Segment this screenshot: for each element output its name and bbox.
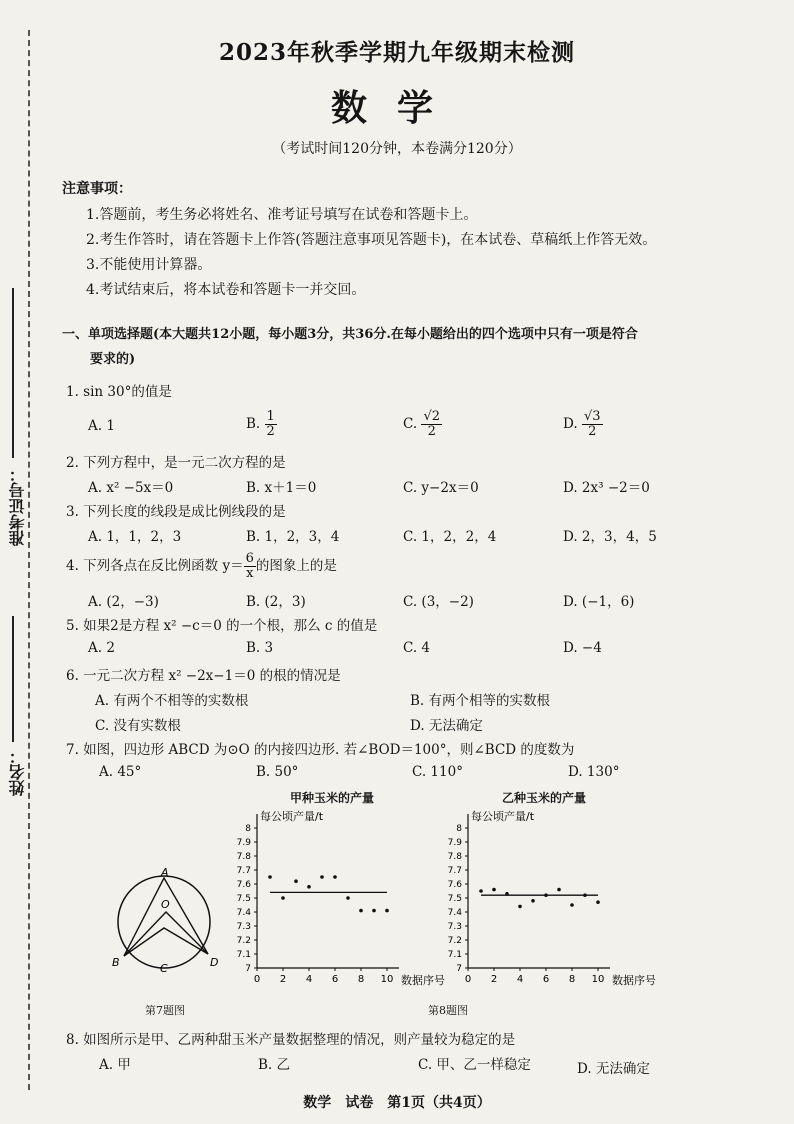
q3-option-a[interactable]: A. 1，1，2，3: [88, 529, 182, 545]
q3-option-c[interactable]: C. 1，2，2，4: [403, 529, 497, 545]
q7-option-d[interactable]: D. 130°: [568, 764, 620, 780]
numerator: 6: [245, 551, 254, 566]
chart-title-jia: 甲种玉米的产量: [290, 791, 375, 805]
data-point: [294, 879, 298, 883]
q7-circle-figure: [110, 866, 230, 978]
data-point: [557, 888, 561, 892]
numerator: √2: [423, 409, 440, 424]
q1-option-b[interactable]: [246, 410, 277, 439]
q6-option-c[interactable]: C. 没有实数根: [95, 718, 181, 734]
q6-stem: 6. 一元二次方程 x² −2x−1＝0 的根的情况是: [66, 668, 341, 684]
data-point: [307, 885, 311, 889]
q1-d-label: D.: [563, 416, 578, 432]
q5-option-b[interactable]: B. 3: [246, 640, 274, 656]
x-tick-label: 2: [490, 974, 498, 985]
x-tick-label: 0: [464, 974, 472, 985]
y-tick-label: 7.8: [447, 852, 462, 862]
q1-option-c[interactable]: [403, 410, 442, 439]
x-tick-label: 8: [357, 974, 365, 985]
q1-c-fraction: [421, 410, 442, 439]
exam-title: 2023年秋季学期九年级期末检测: [218, 39, 575, 66]
data-point: [320, 875, 324, 879]
y-tick-label: 7.7: [236, 866, 251, 876]
y-tick-label: 7.9: [447, 838, 462, 848]
q1-option-a[interactable]: A. 1: [88, 418, 115, 434]
data-point: [479, 889, 483, 893]
chart-jia: [225, 808, 445, 994]
q1-stem: 1. sin 30°的值是: [66, 384, 172, 400]
y-tick-label: 8: [456, 824, 462, 834]
x-tick-label: 6: [542, 974, 550, 985]
q7-option-c[interactable]: C. 110°: [412, 764, 463, 780]
x-tick-label: 0: [253, 974, 261, 985]
q8-figure-caption: 第8题图: [428, 1004, 468, 1017]
q4-option-d[interactable]: D. (−1，6): [563, 594, 635, 610]
x-axis-label: 数据序号: [612, 974, 656, 987]
q1-option-d[interactable]: [563, 410, 603, 439]
x-tick-label: 6: [331, 974, 339, 985]
q4-stem-pre: 4. 下列各点在反比例函数 y＝: [66, 558, 244, 574]
numerator: √3: [583, 409, 601, 424]
y-tick-label: 8: [245, 824, 251, 834]
chart-title-yi: 乙种玉米的产量: [502, 791, 587, 805]
circle-o: [118, 876, 210, 968]
y-tick-label: 7.4: [236, 908, 251, 918]
data-point: [570, 903, 574, 907]
q2-option-b[interactable]: B. x＋1＝0: [246, 480, 317, 496]
y-tick-label: 7.2: [236, 936, 251, 946]
data-point: [596, 900, 600, 904]
y-tick-label: 7.5: [447, 894, 462, 904]
data-point: [333, 875, 337, 879]
note-item: 3.不能使用计算器。: [86, 257, 212, 273]
data-point: [268, 875, 272, 879]
y-tick-label: 7.1: [236, 950, 251, 960]
numerator: 1: [266, 409, 275, 424]
y-tick-label: 7.4: [447, 908, 462, 918]
q3-stem: 3. 下列长度的线段是成比例线段的是: [66, 504, 286, 520]
binding-margin: [0, 0, 62, 1124]
q3-option-d[interactable]: D. 2，3，4，5: [563, 529, 657, 545]
denominator: x: [246, 566, 254, 581]
q5-option-d[interactable]: D. −4: [563, 640, 602, 656]
subject-title: 数学: [330, 88, 463, 129]
exam-id-label: 准考证号：: [8, 466, 27, 546]
x-axis-label: 数据序号: [401, 974, 445, 987]
data-point: [544, 893, 548, 897]
q4-stem: [66, 552, 337, 581]
chords-ab-ad: [124, 878, 208, 956]
q2-option-c[interactable]: C. y−2x＝0: [403, 480, 479, 496]
y-tick-label: 7.9: [236, 838, 251, 848]
q8-stem: 8. 如图所示是甲、乙两种甜玉米产量数据整理的情况，则产量较为稳定的是: [66, 1032, 516, 1048]
q4-fraction: [244, 552, 256, 581]
data-point: [359, 909, 363, 913]
q7-option-b[interactable]: B. 50°: [256, 764, 299, 780]
data-point: [505, 892, 509, 896]
q1-b-label: B.: [246, 416, 261, 432]
q7-figure-caption: 第7题图: [145, 1004, 185, 1017]
name-label: 姓名：: [8, 748, 27, 796]
section-line2: 要求的): [90, 352, 136, 367]
x-tick-label: 8: [568, 974, 576, 985]
q2-option-d[interactable]: D. 2x³ −2＝0: [563, 480, 650, 496]
denominator: 2: [266, 424, 275, 439]
data-point: [372, 909, 376, 913]
q2-stem: 2. 下列方程中，是一元二次方程的是: [66, 455, 286, 471]
y-tick-label: 7.3: [447, 922, 462, 932]
x-tick-label: 10: [591, 974, 605, 985]
q6-option-a[interactable]: A. 有两个不相等的实数根: [95, 693, 249, 709]
x-tick-label: 10: [380, 974, 394, 985]
q5-stem: 5. 如果2是方程 x² −c＝0 的一个根，那么 c 的值是: [66, 618, 378, 634]
data-point: [346, 896, 350, 900]
data-point: [531, 899, 535, 903]
chart-yi: [436, 808, 666, 994]
exam-id-blank[interactable]: [12, 288, 14, 458]
x-tick-label: 4: [516, 974, 524, 985]
point-label-c: C: [160, 962, 168, 975]
data-point: [281, 896, 285, 900]
q4-option-a[interactable]: A. (2，−3): [88, 594, 159, 610]
y-tick-label: 7.8: [236, 852, 251, 862]
y-tick-label: 7: [456, 964, 462, 974]
q1-c-label: C.: [403, 416, 418, 432]
q1-b-fraction: [265, 410, 277, 439]
exam-info: （考试时间120分钟，本卷满分120分）: [272, 141, 522, 157]
q8-option-c[interactable]: C. 甲、乙一样稳定: [418, 1057, 531, 1073]
q8-option-d[interactable]: D. 无法确定: [577, 1061, 650, 1077]
y-tick-label: 7.1: [447, 950, 462, 960]
q3-option-b[interactable]: B. 1，2，3，4: [246, 529, 340, 545]
q8-option-a[interactable]: A. 甲: [99, 1057, 131, 1073]
q4-stem-post: 的图象上的是: [255, 558, 337, 574]
q6-option-b[interactable]: B. 有两个相等的实数根: [410, 693, 551, 709]
cut-line: [28, 30, 30, 1090]
y-tick-label: 7: [245, 964, 251, 974]
q4-option-b[interactable]: B. (2，3): [246, 594, 306, 610]
data-point: [518, 905, 522, 909]
note-item: 2.考生作答时，请在答题卡上作答(答题注意事项见答题卡)，在本试卷、草稿纸上作答无效。: [86, 232, 657, 248]
note-item: 4.考试结束后，将本试卷和答题卡一并交回。: [86, 282, 366, 298]
y-axis-label: 每公顷产量/t: [471, 810, 535, 823]
q7-option-a[interactable]: A. 45°: [99, 764, 142, 780]
y-tick-label: 7.2: [447, 936, 462, 946]
y-tick-label: 7.6: [447, 880, 462, 890]
radii-ob-od: [124, 912, 208, 956]
q4-option-c[interactable]: C. (3，−2): [403, 594, 474, 610]
point-label-d: D: [210, 956, 219, 969]
notes-heading: 注意事项：: [62, 181, 132, 197]
q7-stem: 7. 如图，四边形 ABCD 为⊙O 的内接四边形. 若∠BOD＝100°，则∠BCD 的度数为: [66, 742, 575, 758]
q5-option-a[interactable]: A. 2: [88, 640, 115, 656]
y-axis-label: 每公顷产量/t: [260, 810, 324, 823]
section-heading: [62, 322, 712, 372]
point-label-b: B: [112, 956, 120, 969]
section-line1: 一、单项选择题(本大题共12小题，每小题3分，共36分.在每小题给出的四个选项中只有一项是符合: [62, 327, 638, 342]
q6-option-d[interactable]: D. 无法确定: [410, 718, 483, 734]
name-blank[interactable]: [12, 616, 14, 742]
q8-option-b[interactable]: B. 乙: [258, 1057, 291, 1073]
q1-d-fraction: [582, 410, 603, 439]
y-tick-label: 7.7: [447, 866, 462, 876]
denominator: 2: [588, 424, 597, 439]
q2-option-a[interactable]: A. x² −5x＝0: [88, 480, 174, 496]
x-tick-label: 4: [305, 974, 313, 985]
data-point: [385, 909, 389, 913]
data-point: [492, 888, 496, 892]
note-item: 1.答题前，考生务必将姓名、准考证号填写在试卷和答题卡上。: [86, 207, 478, 223]
y-tick-label: 7.5: [236, 894, 251, 904]
data-point: [583, 893, 587, 897]
point-label-o: O: [161, 898, 170, 911]
point-label-a: A: [161, 866, 169, 879]
x-tick-label: 2: [279, 974, 287, 985]
page-footer: 数学 试卷 第1页（共4页）: [303, 1095, 491, 1111]
q5-option-c[interactable]: C. 4: [403, 640, 431, 656]
y-tick-label: 7.6: [236, 880, 251, 890]
y-tick-label: 7.3: [236, 922, 251, 932]
denominator: 2: [427, 424, 436, 439]
